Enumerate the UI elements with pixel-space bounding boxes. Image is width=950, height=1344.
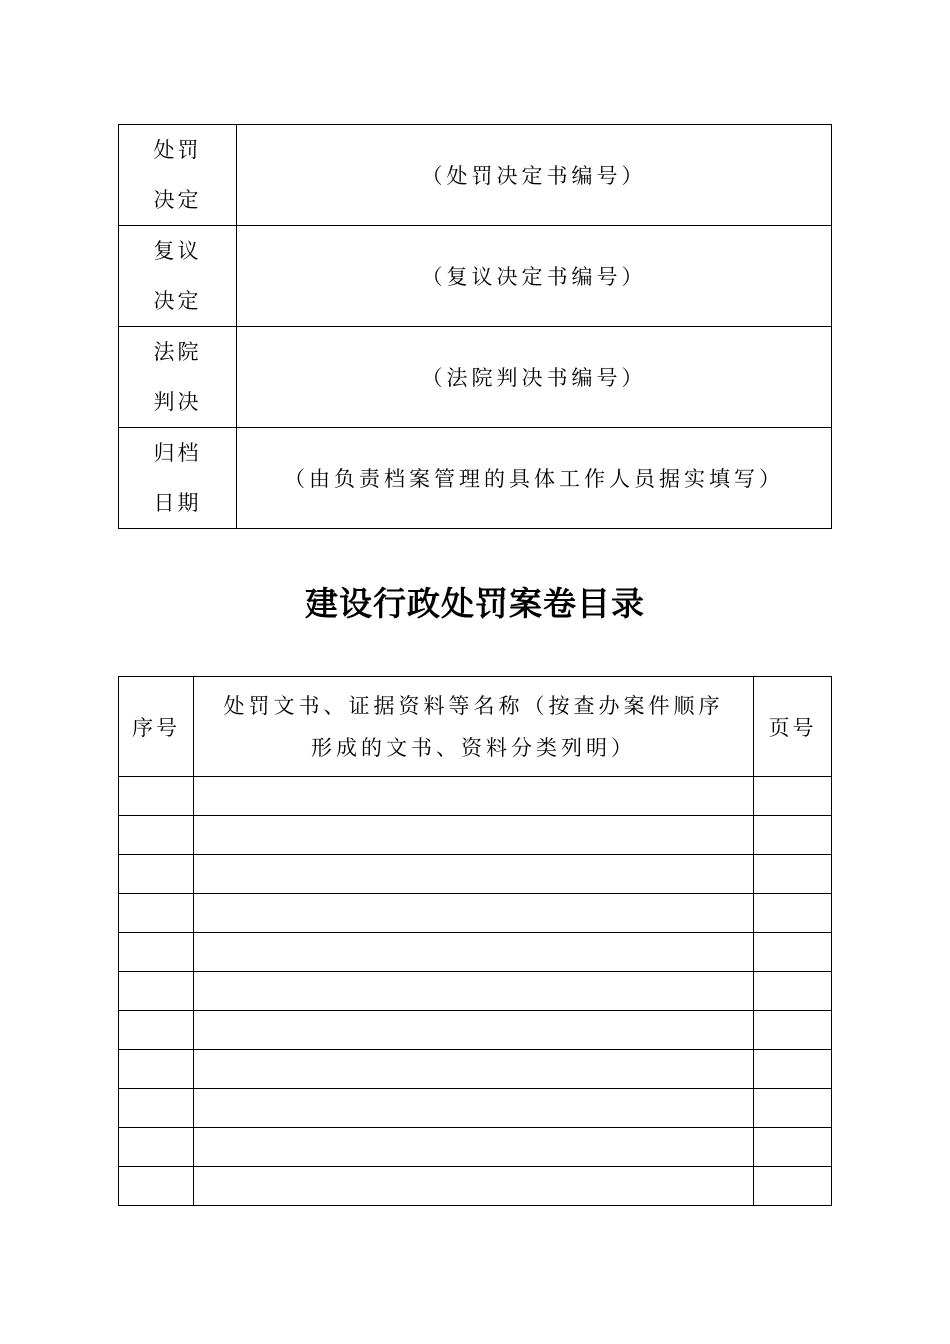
seq-cell[interactable] xyxy=(119,894,194,933)
name-cell[interactable] xyxy=(194,1167,754,1206)
page-cell[interactable] xyxy=(754,933,832,972)
catalog-header-row xyxy=(119,677,832,777)
page-cell[interactable] xyxy=(754,1128,832,1167)
info-label-line2: 判决 xyxy=(153,390,202,414)
table-row xyxy=(119,1050,832,1089)
info-label-line1: 处罚 xyxy=(153,138,202,162)
name-cell[interactable] xyxy=(194,1011,754,1050)
seq-cell[interactable] xyxy=(119,972,194,1011)
page-cell[interactable] xyxy=(754,855,832,894)
info-label xyxy=(119,327,237,428)
info-label-line2: 决定 xyxy=(153,289,202,313)
header-name-line1: 处罚文书、证据资料等名称（按查办案件顺序 xyxy=(223,693,724,718)
page-cell[interactable] xyxy=(754,1167,832,1206)
info-value-field[interactable]: （复议决定书编号） xyxy=(237,226,832,327)
name-cell[interactable] xyxy=(194,1128,754,1167)
seq-cell[interactable] xyxy=(119,1167,194,1206)
info-label-line2: 日期 xyxy=(153,491,202,515)
seq-cell[interactable] xyxy=(119,1089,194,1128)
name-cell[interactable] xyxy=(194,816,754,855)
header-page: 页号 xyxy=(754,677,832,777)
info-label xyxy=(119,428,237,529)
info-label xyxy=(119,226,237,327)
name-cell[interactable] xyxy=(194,894,754,933)
header-name-line2: 形成的文书、资料分类列明） xyxy=(311,735,636,760)
page-cell[interactable] xyxy=(754,777,832,816)
info-row-archive-date xyxy=(119,428,832,529)
seq-cell[interactable] xyxy=(119,855,194,894)
seq-cell[interactable] xyxy=(119,777,194,816)
info-label-line2: 决定 xyxy=(153,188,202,212)
table-row xyxy=(119,972,832,1011)
page-cell[interactable] xyxy=(754,972,832,1011)
info-value-field[interactable]: （由负责档案管理的具体工作人员据实填写） xyxy=(237,428,832,529)
header-name xyxy=(194,677,754,777)
page-cell[interactable] xyxy=(754,1011,832,1050)
page-title: 建设行政处罚案卷目录 xyxy=(305,584,645,623)
info-label-line1: 法院 xyxy=(153,340,202,364)
table-row xyxy=(119,777,832,816)
name-cell[interactable] xyxy=(194,777,754,816)
catalog-table xyxy=(118,676,832,1206)
header-seq: 序号 xyxy=(119,677,194,777)
info-value-field[interactable]: （处罚决定书编号） xyxy=(237,125,832,226)
info-row-court-judgment xyxy=(119,327,832,428)
info-row-review-decision xyxy=(119,226,832,327)
name-cell[interactable] xyxy=(194,1089,754,1128)
page-cell[interactable] xyxy=(754,816,832,855)
table-row xyxy=(119,894,832,933)
page-cell[interactable] xyxy=(754,1050,832,1089)
name-cell[interactable] xyxy=(194,1050,754,1089)
info-label xyxy=(119,125,237,226)
table-row xyxy=(119,1128,832,1167)
name-cell[interactable] xyxy=(194,855,754,894)
page-cell[interactable] xyxy=(754,894,832,933)
table-row xyxy=(119,1167,832,1206)
seq-cell[interactable] xyxy=(119,933,194,972)
table-row xyxy=(119,1011,832,1050)
info-row-penalty-decision xyxy=(119,125,832,226)
table-row xyxy=(119,816,832,855)
table-row xyxy=(119,933,832,972)
page-cell[interactable] xyxy=(754,1089,832,1128)
table-row xyxy=(119,855,832,894)
seq-cell[interactable] xyxy=(119,1050,194,1089)
seq-cell[interactable] xyxy=(119,1128,194,1167)
info-label-line1: 复议 xyxy=(153,239,202,263)
info-label-line1: 归档 xyxy=(153,441,202,465)
name-cell[interactable] xyxy=(194,933,754,972)
name-cell[interactable] xyxy=(194,972,754,1011)
seq-cell[interactable] xyxy=(119,1011,194,1050)
info-value-field[interactable]: （法院判决书编号） xyxy=(237,327,832,428)
case-info-table xyxy=(118,124,832,529)
table-row xyxy=(119,1089,832,1128)
seq-cell[interactable] xyxy=(119,816,194,855)
